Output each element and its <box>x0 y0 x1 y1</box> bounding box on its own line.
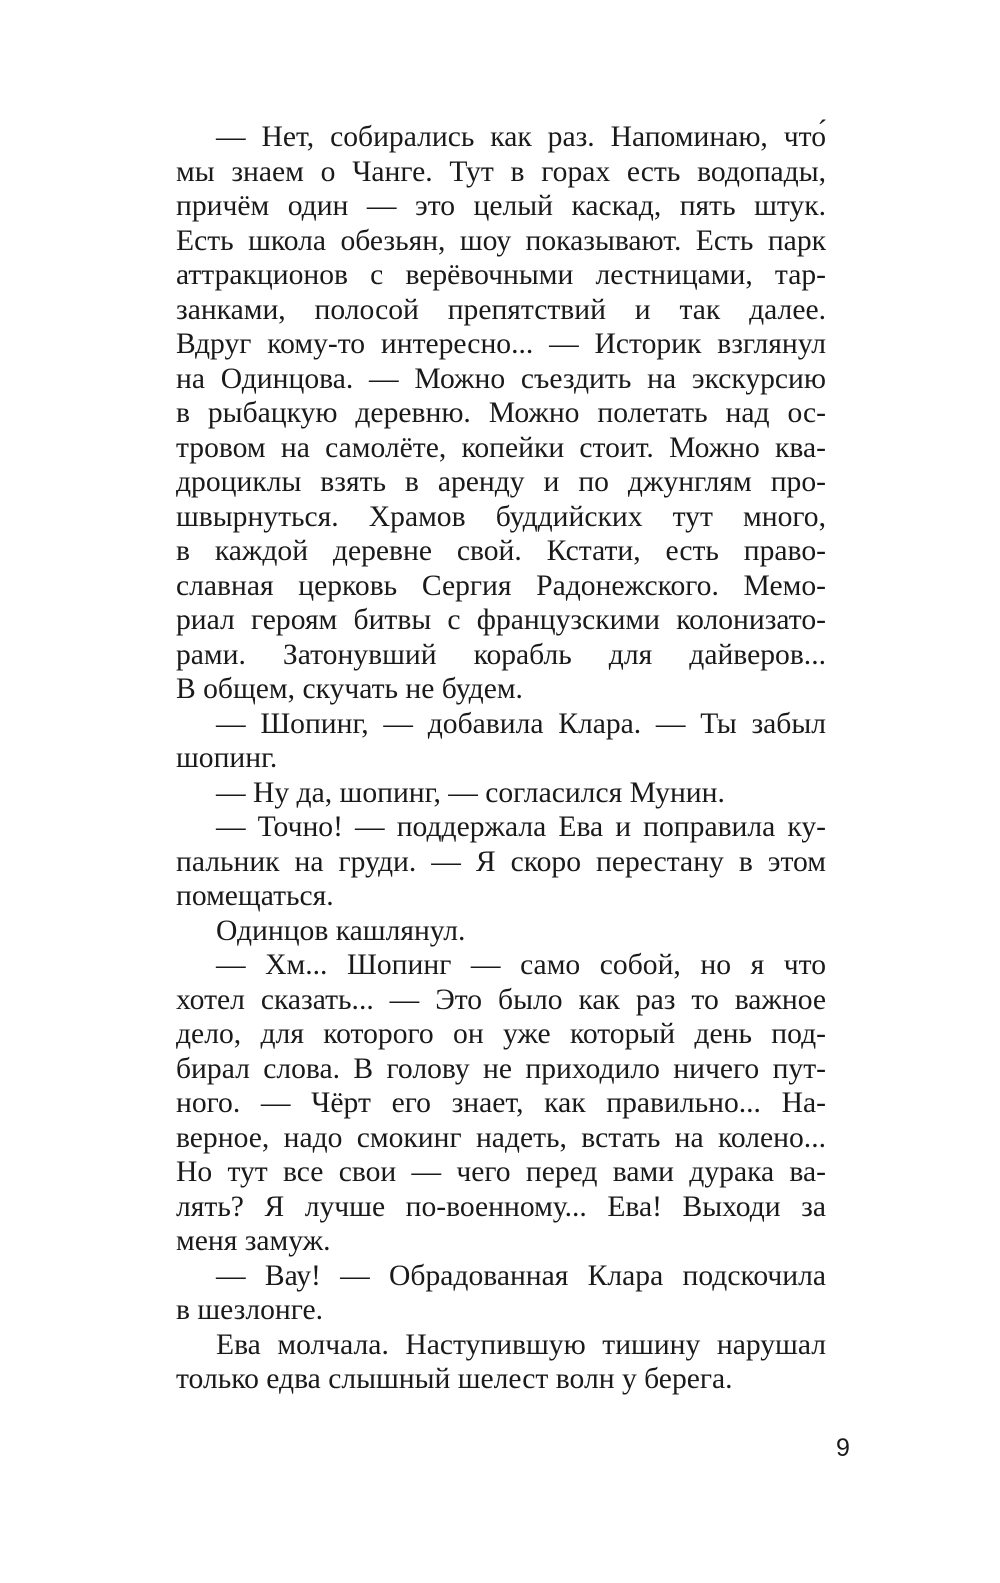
text-line: в каждой деревне свой. Кстати, есть право- <box>176 535 826 567</box>
text-line: помещаться. <box>176 880 334 912</box>
text-line: — Хм... Шопинг — само собой, но я что <box>216 949 826 981</box>
text-line: ного. — Чёрт его знает, как правильно... На- <box>176 1087 826 1119</box>
text-line: — Вау! — Обрадованная Клара подскочила <box>216 1259 826 1292</box>
text-line: Но тут все свои — чего перед вами дурака ва- <box>176 1156 826 1188</box>
text-line: риал героям битвы с французскими колонизато- <box>176 604 826 636</box>
text-line: рами. Затонувший корабль для дайверов... <box>176 638 826 671</box>
text-line: мы знаем о Чанге. Тут в горах есть водопады, <box>176 155 826 188</box>
text-line: Ева молчала. Наступившую тишину нарушал <box>216 1328 826 1361</box>
text-line: В общем, скучать не будем. <box>176 673 523 705</box>
text-line: Вдруг кому-то интересно... — Историк взглянул <box>176 328 826 360</box>
text-line: дело, для которого он уже который день под- <box>176 1018 826 1050</box>
text-line: шопинг. <box>176 742 278 774</box>
text-line: дроциклы взять в аренду и по джунглям про- <box>176 466 826 498</box>
text-line: верное, надо смокинг надеть, встать на колено... <box>176 1121 826 1154</box>
text-line: — Точно! — поддержала Ева и поправила ку- <box>216 811 826 843</box>
body-text <box>176 120 826 1397</box>
text-line: в рыбацкую деревню. Можно полетать над ос- <box>176 397 826 429</box>
text-line: занками, полосой препятствий и так далее. <box>176 293 826 326</box>
text-line: пальник на груди. — Я скоро перестану в этом <box>176 845 826 878</box>
text-line: бирал слова. В голову не приходило ничего пут- <box>176 1052 826 1085</box>
page-number: 9 <box>836 1434 850 1462</box>
text-line: Есть школа обезьян, шоу показывают. Есть парк <box>176 224 826 257</box>
text-line: аттракционов с верёвочными лестницами, тар- <box>176 259 826 291</box>
text-line: Одинцов кашлянул. <box>216 914 466 947</box>
text-line: в шезлонге. <box>176 1294 324 1326</box>
text-line: лять? Я лучше по-военному... Ева! Выходи за <box>176 1190 826 1223</box>
text-line: причём один — это целый каскад, пять штук. <box>176 190 826 222</box>
text-line: на Одинцова. — Можно съездить на экскурсию <box>176 362 826 395</box>
text-line: швырнуться. Храмов буддийских тут много, <box>176 500 826 533</box>
text-line: — Ну да, шопинг, — согласился Мунин. <box>216 776 725 809</box>
text-line: тровом на самолёте, копейки стоит. Можно ква- <box>176 431 826 464</box>
text-line: хотел сказать... — Это было как раз то важное <box>176 983 826 1016</box>
text-line: меня замуж. <box>176 1225 331 1257</box>
text-line: — Шопинг, — добавила Клара. — Ты забыл <box>216 707 826 740</box>
text-line: славная церковь Сергия Радонежского. Мемо- <box>176 569 826 602</box>
text-line: только едва слышный шелест волн у берега. <box>176 1363 733 1395</box>
text-line: — Нет, собирались как раз. Напоминаю, что́ <box>216 121 826 153</box>
